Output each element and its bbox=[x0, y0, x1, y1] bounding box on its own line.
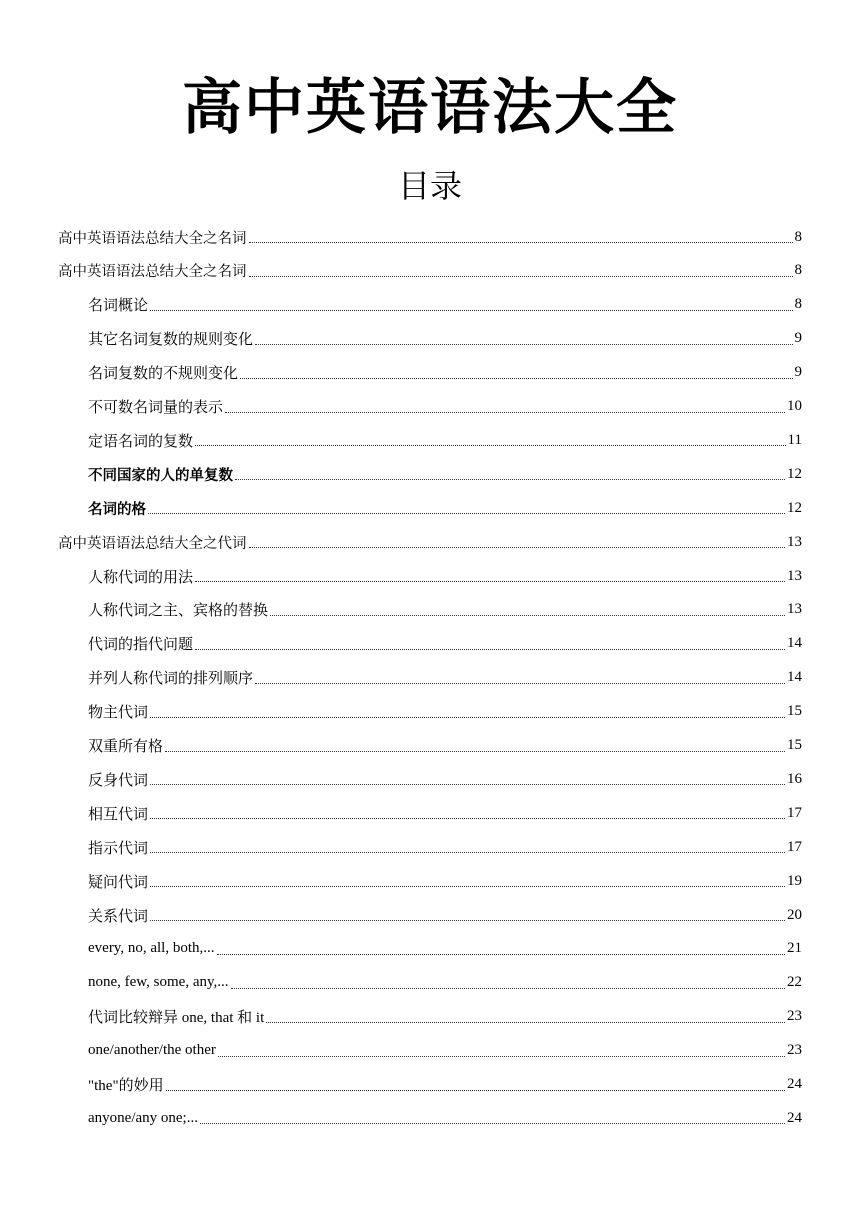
toc-entry-page-number: 15 bbox=[787, 737, 802, 753]
toc-entry[interactable] bbox=[88, 864, 802, 898]
toc-entry-label: 并列人称代词的排列顺序 bbox=[88, 671, 254, 688]
toc-entry-page-number: 13 bbox=[787, 567, 802, 584]
toc-entry-label: anyone/any one;... bbox=[88, 1109, 198, 1126]
toc-entry-label: 疑问代词 bbox=[88, 874, 149, 891]
toc-entry[interactable] bbox=[88, 898, 802, 932]
toc-entry[interactable] bbox=[88, 762, 802, 796]
toc-entry[interactable] bbox=[88, 1068, 802, 1102]
toc-entry-label: 代词比较辩异 one, that 和 it bbox=[88, 1010, 265, 1027]
toc-heading: 目录 bbox=[397, 167, 462, 205]
toc-entry[interactable] bbox=[88, 491, 802, 525]
toc-entry-page-number: 10 bbox=[787, 398, 802, 414]
dot-leader bbox=[217, 953, 786, 955]
toc-entry-page-number: 23 bbox=[787, 1008, 802, 1025]
toc-entry-label: "the"的妙用 bbox=[88, 1078, 164, 1094]
dot-leader bbox=[235, 478, 785, 480]
toc-entry-page-number: 20 bbox=[787, 906, 802, 923]
toc-entry[interactable] bbox=[88, 1000, 802, 1034]
toc-entry[interactable] bbox=[88, 796, 802, 830]
toc-entry-label: 代词的指代问题 bbox=[88, 637, 194, 654]
toc-entry-page-number: 12 bbox=[787, 499, 802, 516]
toc-entry-label: every, no, all, both,... bbox=[88, 940, 215, 957]
document-title: 高中英语语法大全 bbox=[182, 73, 678, 143]
dot-leader bbox=[150, 885, 785, 887]
dot-leader bbox=[150, 851, 785, 853]
toc-entry[interactable] bbox=[88, 322, 802, 356]
toc-entry[interactable] bbox=[88, 1034, 802, 1068]
toc-entry-page-number: 19 bbox=[787, 872, 802, 889]
dot-leader bbox=[270, 614, 785, 616]
toc-entry[interactable] bbox=[88, 932, 802, 966]
dot-leader bbox=[195, 580, 785, 582]
dot-leader bbox=[249, 241, 793, 243]
dot-leader bbox=[195, 444, 786, 446]
toc-entry-page-number: 23 bbox=[787, 1042, 802, 1059]
toc-entry-page-number: 15 bbox=[787, 703, 802, 720]
toc-entry[interactable] bbox=[88, 661, 802, 695]
toc-entry-label: 指示代词 bbox=[88, 840, 149, 857]
dot-leader bbox=[225, 411, 785, 413]
toc-entry-label: 定语名词的复数 bbox=[88, 433, 194, 450]
toc-entry-label: 双重所有格 bbox=[88, 739, 164, 755]
toc-entry[interactable] bbox=[88, 1101, 802, 1135]
toc-entry-label: none, few, some, any,... bbox=[88, 974, 229, 991]
toc-entry[interactable] bbox=[88, 966, 802, 1000]
toc-entry-label: 不可数名词量的表示 bbox=[88, 400, 224, 416]
toc-entry-label: 人称代词之主、宾格的替换 bbox=[88, 603, 269, 620]
toc-entry-label: 关系代词 bbox=[88, 908, 149, 925]
dot-leader bbox=[255, 682, 785, 684]
toc-entry[interactable] bbox=[88, 695, 802, 729]
dot-leader bbox=[240, 377, 792, 379]
toc-entry-page-number: 9 bbox=[794, 330, 802, 347]
toc-entry[interactable] bbox=[58, 525, 802, 559]
toc-entry-page-number: 21 bbox=[787, 940, 802, 957]
dot-leader bbox=[249, 275, 793, 277]
toc-entry-page-number: 12 bbox=[787, 465, 802, 482]
toc-entry[interactable] bbox=[88, 593, 802, 627]
toc-entry-label: 物主代词 bbox=[88, 705, 149, 722]
toc-entry-label: one/another/the other bbox=[88, 1042, 216, 1059]
toc-entry[interactable] bbox=[88, 830, 802, 864]
toc-entry-page-number: 14 bbox=[787, 669, 802, 686]
toc-entry-label: 名词概论 bbox=[88, 298, 149, 315]
dot-leader bbox=[150, 309, 792, 311]
dot-leader bbox=[200, 1122, 785, 1124]
toc-entry-label: 不同国家的人的单复数 bbox=[88, 467, 233, 484]
toc-entry-label: 高中英语语法总结大全之名词 bbox=[58, 264, 247, 281]
toc-entry-page-number: 13 bbox=[787, 601, 802, 618]
toc-entry-label: 名词复数的不规则变化 bbox=[88, 366, 239, 383]
toc-entry-label: 相互代词 bbox=[88, 806, 149, 823]
dot-leader bbox=[255, 343, 792, 345]
dot-leader bbox=[165, 750, 785, 752]
toc-entry[interactable] bbox=[88, 559, 802, 593]
toc-entry[interactable] bbox=[58, 220, 802, 254]
toc-entry-label: 名词的格 bbox=[88, 501, 146, 518]
toc-entry[interactable] bbox=[58, 254, 802, 288]
toc-entry-page-number: 16 bbox=[787, 770, 802, 787]
toc-entry[interactable] bbox=[88, 390, 802, 424]
toc-entry-page-number: 9 bbox=[794, 364, 802, 381]
toc-entry-label: 反身代词 bbox=[88, 772, 149, 789]
toc-entry[interactable] bbox=[88, 288, 802, 322]
toc-entry-label: 高中英语语法总结大全之名词 bbox=[58, 230, 247, 247]
toc-entry-page-number: 11 bbox=[787, 431, 802, 448]
toc-entry[interactable] bbox=[88, 457, 802, 491]
dot-leader bbox=[195, 648, 785, 650]
dot-leader bbox=[150, 783, 785, 785]
dot-leader bbox=[148, 512, 785, 514]
dot-leader bbox=[249, 546, 786, 548]
toc-entry-page-number: 22 bbox=[787, 974, 802, 991]
dot-leader bbox=[150, 817, 785, 819]
toc-entry-label: 人称代词的用法 bbox=[88, 569, 194, 586]
toc-entry[interactable] bbox=[88, 729, 802, 763]
toc-entry-label: 高中英语语法总结大全之代词 bbox=[58, 535, 247, 552]
toc-entry[interactable] bbox=[88, 423, 802, 457]
toc-entry-page-number: 14 bbox=[787, 635, 802, 652]
toc-entry-label: 其它名词复数的规则变化 bbox=[88, 332, 254, 349]
toc-entry[interactable] bbox=[88, 627, 802, 661]
dot-leader bbox=[218, 1055, 785, 1057]
dot-leader bbox=[231, 987, 785, 989]
toc-entry-page-number: 13 bbox=[787, 533, 802, 550]
toc-entry-page-number: 8 bbox=[794, 262, 802, 279]
toc-entry-page-number: 17 bbox=[787, 838, 802, 855]
dot-leader bbox=[150, 919, 785, 921]
dot-leader bbox=[166, 1089, 785, 1091]
toc-entry[interactable] bbox=[88, 356, 802, 390]
dot-leader bbox=[266, 1021, 785, 1023]
toc-entry-page-number: 24 bbox=[787, 1076, 802, 1092]
toc-entry-page-number: 8 bbox=[794, 296, 802, 313]
toc-entry-page-number: 17 bbox=[787, 804, 802, 821]
toc-entry-page-number: 24 bbox=[787, 1109, 802, 1126]
dot-leader bbox=[150, 716, 785, 718]
toc-entry-page-number: 8 bbox=[794, 228, 802, 245]
